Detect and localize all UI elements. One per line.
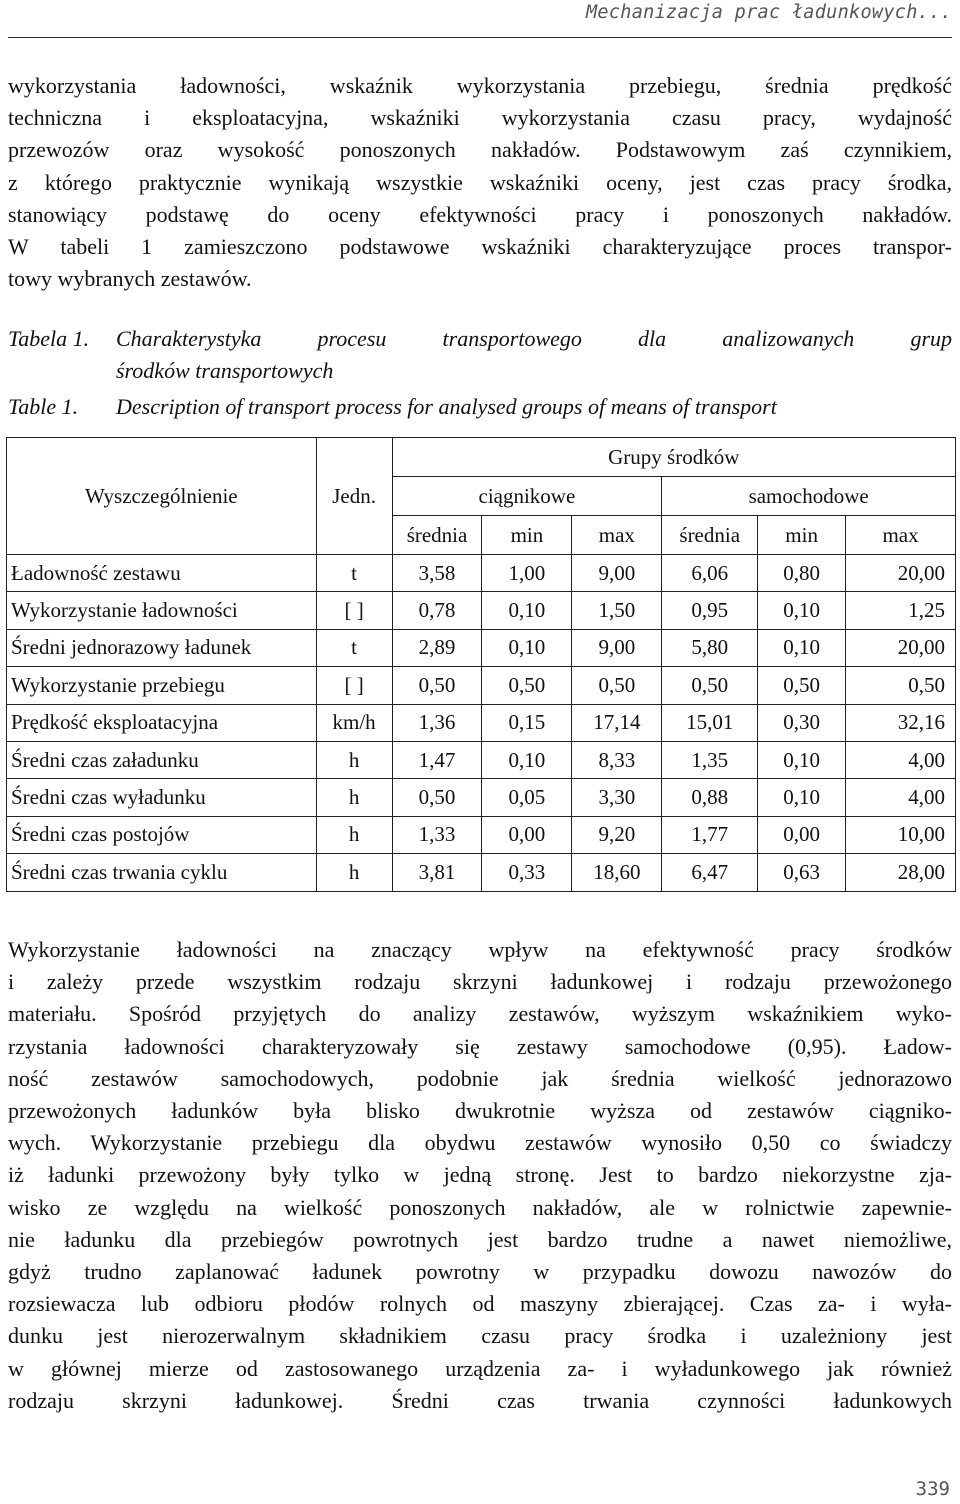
row-value: 6,06 <box>662 555 758 592</box>
row-unit: [ ] <box>316 667 392 704</box>
paragraph-1 <box>8 70 952 295</box>
row-unit: h <box>316 816 392 853</box>
row-value: 0,78 <box>392 592 482 629</box>
row-label: Średni jednorazowy ładunek <box>7 629 317 666</box>
paragraph-line: dunku jest nierozerwalnym składnikiem czasu pracy środka i uzależniony jest <box>8 1323 952 1349</box>
header-rule <box>8 37 952 38</box>
header-group-1: ciągnikowe <box>392 477 662 516</box>
paragraph-line: wisko ze względu na wielkość ponoszonych nakładów, ale w rolnictwie zapewnie- <box>8 1194 952 1220</box>
row-value: 10,00 <box>846 816 956 853</box>
row-value: 1,36 <box>392 704 482 741</box>
row-value: 0,80 <box>758 555 846 592</box>
caption-pl-label: Tabela 1. <box>8 326 90 351</box>
row-value: 1,50 <box>572 592 662 629</box>
paragraph-line: iż ładunki przewożony były tylko w jedną stronę. Jest to bardzo niekorzystne zja- <box>8 1162 952 1188</box>
row-unit: t <box>316 555 392 592</box>
paragraph-line: W tabeli 1 zamieszczono podstawowe wskaźniki charakteryzujące proces transpor- <box>8 234 952 260</box>
row-unit: h <box>316 779 392 816</box>
row-label: Średni czas postojów <box>7 816 317 853</box>
paragraph-2 <box>8 934 952 1417</box>
header-unit: Jedn. <box>316 438 392 555</box>
table-row <box>7 592 956 629</box>
row-value: 4,00 <box>846 741 956 778</box>
row-value: 1,47 <box>392 741 482 778</box>
row-value: 9,20 <box>572 816 662 853</box>
row-label: Ładowność zestawu <box>7 555 317 592</box>
page-number: 339 <box>915 1478 950 1500</box>
running-title: Mechanizacja prac ładunkowych... <box>585 2 952 23</box>
paragraph-line: z którego praktycznie wynikają wszystkie wskaźniki oceny, jest czas pracy środka, <box>8 169 952 195</box>
paragraph-line: towy wybranych zestawów. <box>8 266 252 292</box>
caption-pl-line-2: środków transportowych <box>116 358 334 383</box>
row-value: 8,33 <box>572 741 662 778</box>
paragraph-line: nie ładunku dla przebiegów powrotnych jest bardzo trudne a nawet niemożliwe, <box>8 1226 952 1252</box>
paragraph-line: przewożonych ładunków była blisko dwukrotnie wyższa od zestawów ciągniko- <box>8 1098 952 1124</box>
row-unit: km/h <box>316 704 392 741</box>
row-value: 32,16 <box>846 704 956 741</box>
row-value: 5,80 <box>662 629 758 666</box>
row-value: 0,50 <box>662 667 758 704</box>
row-value: 20,00 <box>846 555 956 592</box>
table-row <box>7 816 956 853</box>
row-value: 0,10 <box>758 779 846 816</box>
paragraph-line: stanowiący podstawę do oceny efektywności pracy i ponoszonych nakładów. <box>8 201 952 227</box>
header-sub: max <box>846 516 956 555</box>
caption-word: grup <box>910 326 952 351</box>
row-value: 0,10 <box>758 741 846 778</box>
paragraph-line: materiału. Spośród przyjętych do analizy zestawów, wyższym wskaźnikiem wyko- <box>8 1001 952 1027</box>
caption-pl-line-1 <box>8 323 952 355</box>
table-row <box>7 741 956 778</box>
caption-word: Charakterystyka <box>116 326 262 351</box>
paragraph-line: wykorzystania ładowności, wskaźnik wykorzystania przebiegu, średnia prędkość <box>8 73 952 98</box>
table-row <box>7 555 956 592</box>
row-value: 0,50 <box>846 667 956 704</box>
row-value: 28,00 <box>846 854 956 891</box>
row-value: 15,01 <box>662 704 758 741</box>
row-value: 1,35 <box>662 741 758 778</box>
row-value: 1,25 <box>846 592 956 629</box>
row-value: 1,33 <box>392 816 482 853</box>
paragraph-line: rodzaju skrzyni ładunkowej. Średni czas trwania czynności ładunkowych <box>8 1387 952 1413</box>
row-value: 0,50 <box>572 667 662 704</box>
table-caption-en <box>8 391 952 423</box>
row-value: 0,10 <box>482 629 572 666</box>
row-value: 0,10 <box>482 741 572 778</box>
header-sub: min <box>482 516 572 555</box>
row-unit: h <box>316 741 392 778</box>
table-header-row <box>7 438 956 477</box>
row-label: Średni czas wyładunku <box>7 779 317 816</box>
paragraph-line: rozsiewacza lub odbioru płodów rolnych od maszyny zbierającej. Czas za- i wyła- <box>8 1291 952 1317</box>
row-value: 0,10 <box>482 592 572 629</box>
row-value: 3,58 <box>392 555 482 592</box>
row-unit: t <box>316 629 392 666</box>
row-label: Średni czas załadunku <box>7 741 317 778</box>
row-value: 0,63 <box>758 854 846 891</box>
caption-en-label: Table 1. <box>8 394 79 419</box>
row-value: 9,00 <box>572 629 662 666</box>
row-value: 0,50 <box>392 667 482 704</box>
row-value: 2,89 <box>392 629 482 666</box>
row-value: 0,50 <box>758 667 846 704</box>
row-value: 0,95 <box>662 592 758 629</box>
row-value: 1,77 <box>662 816 758 853</box>
paragraph-line: Wykorzystanie ładowności na znaczący wpływ na efektywność pracy środków <box>8 937 952 962</box>
row-value: 18,60 <box>572 854 662 891</box>
paragraph-line: i zależy przede wszystkim rodzaju skrzyni ładunkowej i rodzaju przewożonego <box>8 969 952 995</box>
paragraph-line: techniczna i eksploatacyjna, wskaźniki wykorzystania czasu pracy, wydajność <box>8 105 952 131</box>
row-value: 0,10 <box>758 629 846 666</box>
header-sub: min <box>758 516 846 555</box>
table-body <box>7 555 956 892</box>
row-value: 0,30 <box>758 704 846 741</box>
row-value: 0,33 <box>482 854 572 891</box>
paragraph-line: gdyż trudno zaplanować ładunek powrotny w przypadku dowozu nawozów do <box>8 1259 952 1285</box>
table-row <box>7 667 956 704</box>
row-value: 0,88 <box>662 779 758 816</box>
table-row <box>7 854 956 891</box>
row-value: 17,14 <box>572 704 662 741</box>
row-value: 0,05 <box>482 779 572 816</box>
table-row <box>7 704 956 741</box>
header-spec: Wyszczególnienie <box>7 438 317 555</box>
paragraph-line: ność zestawów samochodowych, podobnie jak średnia wielkość jednorazowo <box>8 1065 952 1091</box>
table-row <box>7 629 956 666</box>
caption-word: dla <box>638 326 667 351</box>
row-value: 0,50 <box>392 779 482 816</box>
caption-pl-words <box>116 323 952 355</box>
table-row <box>7 779 956 816</box>
header-group-2: samochodowe <box>662 477 956 516</box>
row-label: Średni czas trwania cyklu <box>7 854 317 891</box>
row-value: 0,00 <box>482 816 572 853</box>
caption-word: analizowanych <box>722 326 855 351</box>
header-sub: średnia <box>662 516 758 555</box>
row-value: 4,00 <box>846 779 956 816</box>
caption-word: transportowego <box>442 326 582 351</box>
data-table <box>6 437 956 892</box>
row-unit: h <box>316 854 392 891</box>
row-value: 3,81 <box>392 854 482 891</box>
row-unit: [ ] <box>316 592 392 629</box>
paragraph-line: w głównej mierze od zastosowanego urządzenia za- i wyładunkowego jak również <box>8 1355 952 1381</box>
row-label: Wykorzystanie przebiegu <box>7 667 317 704</box>
row-value: 9,00 <box>572 555 662 592</box>
row-value: 0,10 <box>758 592 846 629</box>
row-value: 0,00 <box>758 816 846 853</box>
paragraph-line: wych. Wykorzystanie przebiegu dla obydwu zestawów wynosiło 0,50 co świadczy <box>8 1130 952 1156</box>
row-value: 0,50 <box>482 667 572 704</box>
row-value: 1,00 <box>482 555 572 592</box>
header-groups-title: Grupy środków <box>392 438 955 477</box>
caption-en-text: Description of transport process for analysed groups of means of transport <box>116 394 777 419</box>
row-label: Wykorzystanie ładowności <box>7 592 317 629</box>
row-value: 3,30 <box>572 779 662 816</box>
caption-word: procesu <box>317 326 387 351</box>
row-value: 0,15 <box>482 704 572 741</box>
row-value: 6,47 <box>662 854 758 891</box>
paragraph-line: przewozów oraz wysokość ponoszonych nakładów. Podstawowym zaś czynnikiem, <box>8 137 952 163</box>
table-caption-pl <box>8 323 952 387</box>
header-sub: średnia <box>392 516 482 555</box>
row-label: Prędkość eksploatacyjna <box>7 704 317 741</box>
paragraph-line: rzystania ładowności charakteryzowały się zestawy samochodowe (0,95). Ładow- <box>8 1033 952 1059</box>
row-value: 20,00 <box>846 629 956 666</box>
header-sub: max <box>572 516 662 555</box>
